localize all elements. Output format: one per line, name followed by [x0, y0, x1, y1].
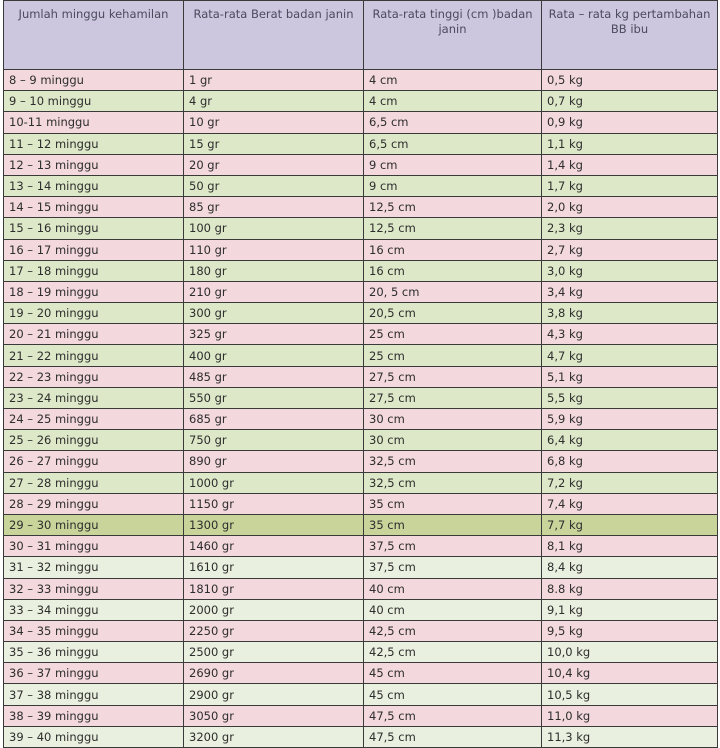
cell-fetal-height: 42,5 cm	[364, 642, 542, 663]
cell-fetal-height: 9 cm	[364, 154, 542, 175]
table-row	[4, 133, 718, 154]
cell-fetal-height: 6,5 cm	[364, 133, 542, 154]
cell-weeks: 30 – 31 minggu	[4, 536, 184, 557]
cell-weeks: 31 – 32 minggu	[4, 557, 184, 578]
cell-weeks: 38 – 39 minggu	[4, 705, 184, 726]
table-row	[4, 620, 718, 641]
cell-fetal-weight: 890 gr	[184, 451, 364, 472]
cell-fetal-weight: 685 gr	[184, 409, 364, 430]
table-row	[4, 493, 718, 514]
cell-fetal-weight: 1150 gr	[184, 493, 364, 514]
cell-mother-weight-gain: 1,1 kg	[542, 133, 718, 154]
table-row	[4, 514, 718, 535]
cell-fetal-weight: 1810 gr	[184, 578, 364, 599]
cell-fetal-weight: 300 gr	[184, 303, 364, 324]
cell-weeks: 16 – 17 minggu	[4, 239, 184, 260]
cell-fetal-height: 40 cm	[364, 599, 542, 620]
cell-fetal-height: 32,5 cm	[364, 472, 542, 493]
cell-weeks: 37 – 38 minggu	[4, 684, 184, 705]
cell-fetal-weight: 1460 gr	[184, 536, 364, 557]
table-row	[4, 705, 718, 726]
table-row	[4, 260, 718, 281]
cell-mother-weight-gain: 3,8 kg	[542, 303, 718, 324]
cell-weeks: 32 – 33 minggu	[4, 578, 184, 599]
cell-weeks: 25 – 26 minggu	[4, 430, 184, 451]
cell-fetal-height: 4 cm	[364, 70, 542, 91]
cell-weeks: 29 – 30 minggu	[4, 514, 184, 535]
cell-mother-weight-gain: 4,3 kg	[542, 324, 718, 345]
header-weeks: Jumlah minggu kehamilan	[4, 1, 184, 70]
cell-fetal-weight: 210 gr	[184, 281, 364, 302]
cell-fetal-weight: 550 gr	[184, 387, 364, 408]
cell-weeks: 10-11 minggu	[4, 112, 184, 133]
cell-mother-weight-gain: 0,7 kg	[542, 91, 718, 112]
table-row	[4, 430, 718, 451]
cell-weeks: 11 – 12 minggu	[4, 133, 184, 154]
cell-mother-weight-gain: 4,7 kg	[542, 345, 718, 366]
cell-fetal-height: 4 cm	[364, 91, 542, 112]
table-row	[4, 451, 718, 472]
cell-mother-weight-gain: 7,7 kg	[542, 514, 718, 535]
table-row	[4, 239, 718, 260]
cell-fetal-weight: 750 gr	[184, 430, 364, 451]
cell-weeks: 28 – 29 minggu	[4, 493, 184, 514]
cell-fetal-weight: 2500 gr	[184, 642, 364, 663]
table-body	[4, 70, 718, 748]
cell-fetal-height: 20,5 cm	[364, 303, 542, 324]
table-row	[4, 324, 718, 345]
cell-weeks: 15 – 16 minggu	[4, 218, 184, 239]
cell-weeks: 24 – 25 minggu	[4, 409, 184, 430]
cell-mother-weight-gain: 5,1 kg	[542, 366, 718, 387]
cell-fetal-weight: 2900 gr	[184, 684, 364, 705]
table-row	[4, 599, 718, 620]
cell-fetal-height: 47,5 cm	[364, 705, 542, 726]
cell-fetal-height: 40 cm	[364, 578, 542, 599]
table-row	[4, 642, 718, 663]
table-row	[4, 663, 718, 684]
table-row	[4, 218, 718, 239]
cell-mother-weight-gain: 3,0 kg	[542, 260, 718, 281]
cell-fetal-weight: 50 gr	[184, 175, 364, 196]
cell-fetal-weight: 20 gr	[184, 154, 364, 175]
cell-mother-weight-gain: 5,9 kg	[542, 409, 718, 430]
cell-mother-weight-gain: 9,1 kg	[542, 599, 718, 620]
cell-mother-weight-gain: 6,4 kg	[542, 430, 718, 451]
cell-fetal-weight: 4 gr	[184, 91, 364, 112]
cell-fetal-weight: 1000 gr	[184, 472, 364, 493]
cell-weeks: 9 – 10 minggu	[4, 91, 184, 112]
cell-fetal-height: 27,5 cm	[364, 366, 542, 387]
cell-weeks: 22 – 23 minggu	[4, 366, 184, 387]
cell-fetal-height: 12,5 cm	[364, 197, 542, 218]
cell-fetal-height: 9 cm	[364, 175, 542, 196]
cell-mother-weight-gain: 6,8 kg	[542, 451, 718, 472]
cell-mother-weight-gain: 1,4 kg	[542, 154, 718, 175]
cell-fetal-height: 6,5 cm	[364, 112, 542, 133]
table-row	[4, 409, 718, 430]
cell-mother-weight-gain: 10,0 kg	[542, 642, 718, 663]
table-row	[4, 366, 718, 387]
cell-mother-weight-gain: 11,0 kg	[542, 705, 718, 726]
cell-fetal-height: 30 cm	[364, 430, 542, 451]
cell-fetal-weight: 85 gr	[184, 197, 364, 218]
cell-weeks: 19 – 20 minggu	[4, 303, 184, 324]
table-header	[4, 1, 718, 70]
cell-fetal-height: 35 cm	[364, 514, 542, 535]
cell-fetal-height: 35 cm	[364, 493, 542, 514]
cell-mother-weight-gain: 7,4 kg	[542, 493, 718, 514]
cell-fetal-height: 32,5 cm	[364, 451, 542, 472]
cell-weeks: 12 – 13 minggu	[4, 154, 184, 175]
table-row	[4, 70, 718, 91]
cell-mother-weight-gain: 0,9 kg	[542, 112, 718, 133]
cell-fetal-height: 25 cm	[364, 324, 542, 345]
cell-mother-weight-gain: 2,3 kg	[542, 218, 718, 239]
cell-fetal-weight: 110 gr	[184, 239, 364, 260]
table-row	[4, 472, 718, 493]
cell-fetal-weight: 3200 gr	[184, 726, 364, 747]
table-row	[4, 536, 718, 557]
cell-fetal-weight: 15 gr	[184, 133, 364, 154]
cell-fetal-height: 20, 5 cm	[364, 281, 542, 302]
table-row	[4, 726, 718, 747]
cell-fetal-weight: 1300 gr	[184, 514, 364, 535]
cell-fetal-weight: 2250 gr	[184, 620, 364, 641]
cell-mother-weight-gain: 8.8 kg	[542, 578, 718, 599]
table-row	[4, 175, 718, 196]
cell-fetal-height: 25 cm	[364, 345, 542, 366]
cell-fetal-height: 42,5 cm	[364, 620, 542, 641]
cell-fetal-weight: 3050 gr	[184, 705, 364, 726]
cell-weeks: 33 – 34 minggu	[4, 599, 184, 620]
table-row	[4, 112, 718, 133]
cell-mother-weight-gain: 10,5 kg	[542, 684, 718, 705]
cell-fetal-height: 12,5 cm	[364, 218, 542, 239]
table-row	[4, 345, 718, 366]
cell-mother-weight-gain: 5,5 kg	[542, 387, 718, 408]
table-row	[4, 578, 718, 599]
cell-fetal-height: 45 cm	[364, 684, 542, 705]
table-row	[4, 557, 718, 578]
cell-fetal-height: 45 cm	[364, 663, 542, 684]
cell-weeks: 21 – 22 minggu	[4, 345, 184, 366]
cell-fetal-height: 16 cm	[364, 260, 542, 281]
cell-weeks: 13 – 14 minggu	[4, 175, 184, 196]
cell-mother-weight-gain: 11,3 kg	[542, 726, 718, 747]
cell-fetal-weight: 1 gr	[184, 70, 364, 91]
cell-weeks: 14 – 15 minggu	[4, 197, 184, 218]
cell-mother-weight-gain: 8,1 kg	[542, 536, 718, 557]
table-row	[4, 281, 718, 302]
table-row	[4, 91, 718, 112]
table-row	[4, 197, 718, 218]
cell-mother-weight-gain: 3,4 kg	[542, 281, 718, 302]
header-fetal-height: Rata-rata tinggi (cm )badan janin	[364, 1, 542, 70]
cell-fetal-height: 37,5 cm	[364, 557, 542, 578]
cell-fetal-weight: 10 gr	[184, 112, 364, 133]
cell-weeks: 27 – 28 minggu	[4, 472, 184, 493]
cell-weeks: 23 – 24 minggu	[4, 387, 184, 408]
cell-mother-weight-gain: 1,7 kg	[542, 175, 718, 196]
cell-weeks: 35 – 36 minggu	[4, 642, 184, 663]
cell-fetal-weight: 1610 gr	[184, 557, 364, 578]
cell-weeks: 8 – 9 minggu	[4, 70, 184, 91]
pregnancy-table	[3, 0, 718, 748]
cell-weeks: 39 – 40 minggu	[4, 726, 184, 747]
cell-weeks: 17 – 18 minggu	[4, 260, 184, 281]
table-row	[4, 303, 718, 324]
cell-weeks: 20 – 21 minggu	[4, 324, 184, 345]
table-row	[4, 154, 718, 175]
header-mother-weight-gain: Rata – rata kg pertambahan BB ibu	[542, 1, 718, 70]
cell-fetal-weight: 2000 gr	[184, 599, 364, 620]
cell-fetal-weight: 400 gr	[184, 345, 364, 366]
cell-fetal-height: 27,5 cm	[364, 387, 542, 408]
cell-mother-weight-gain: 7,2 kg	[542, 472, 718, 493]
cell-mother-weight-gain: 2,0 kg	[542, 197, 718, 218]
cell-weeks: 18 – 19 minggu	[4, 281, 184, 302]
cell-fetal-weight: 100 gr	[184, 218, 364, 239]
table-row	[4, 387, 718, 408]
cell-fetal-weight: 325 gr	[184, 324, 364, 345]
table-row	[4, 684, 718, 705]
cell-fetal-height: 16 cm	[364, 239, 542, 260]
cell-fetal-weight: 2690 gr	[184, 663, 364, 684]
cell-mother-weight-gain: 2,7 kg	[542, 239, 718, 260]
header-row	[4, 1, 718, 70]
cell-mother-weight-gain: 9,5 kg	[542, 620, 718, 641]
cell-mother-weight-gain: 10,4 kg	[542, 663, 718, 684]
cell-fetal-height: 37,5 cm	[364, 536, 542, 557]
cell-fetal-weight: 485 gr	[184, 366, 364, 387]
cell-mother-weight-gain: 0,5 kg	[542, 70, 718, 91]
cell-weeks: 26 – 27 minggu	[4, 451, 184, 472]
cell-weeks: 36 – 37 minggu	[4, 663, 184, 684]
cell-fetal-height: 30 cm	[364, 409, 542, 430]
cell-mother-weight-gain: 8,4 kg	[542, 557, 718, 578]
cell-fetal-weight: 180 gr	[184, 260, 364, 281]
header-fetal-weight: Rata-rata Berat badan janin	[184, 1, 364, 70]
cell-fetal-height: 47,5 cm	[364, 726, 542, 747]
cell-weeks: 34 – 35 minggu	[4, 620, 184, 641]
